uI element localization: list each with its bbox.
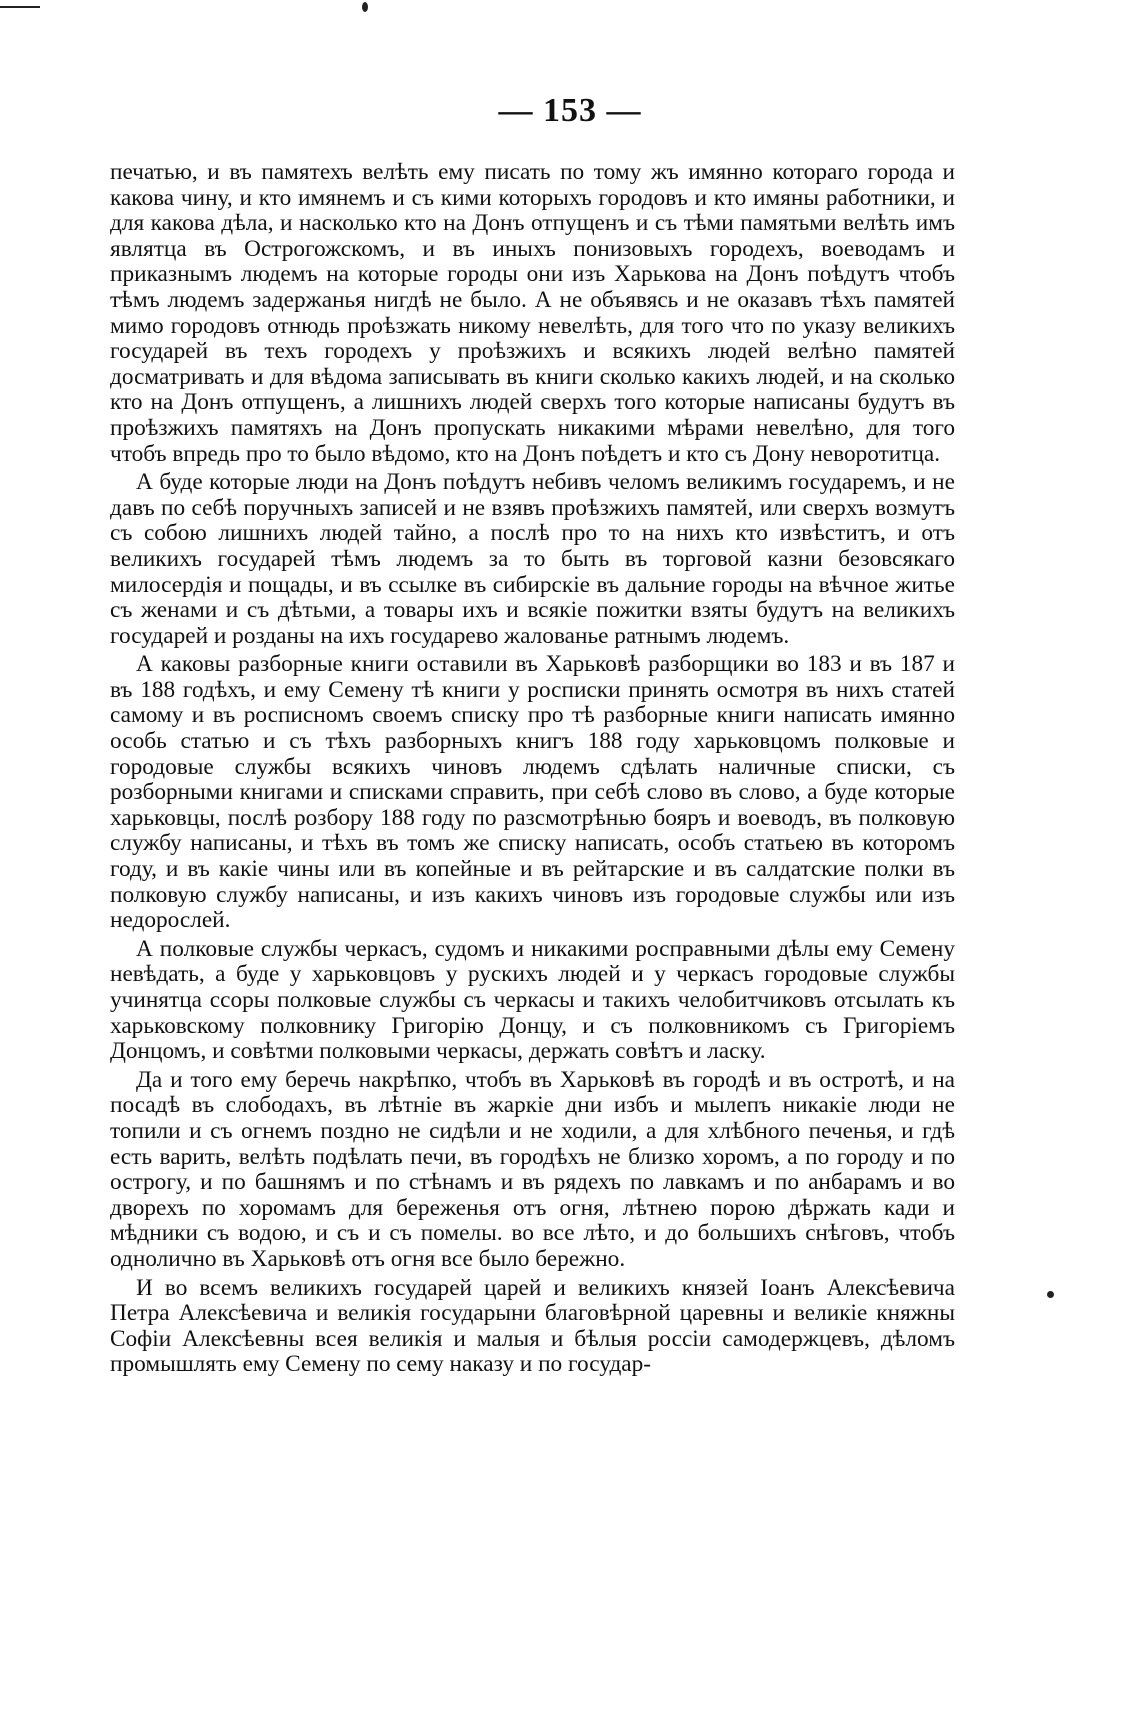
- paragraph-2: А буде которые люди на Донъ поѣдутъ небивъ челомъ великимъ государемъ, и не давъ по себѣ поручныхъ записей и не взявъ проѣзжихъ памятей, или сверхъ возмутъ съ собою лишнихъ людей тайно, а послѣ про то на нихъ кто извѣститъ, и отъ великихъ государей тѣмъ людемъ за то быть въ торговой казни безовсякаго милосердія и пощады, и въ ссылке въ сибирскіе въ дальние городы на вѣчное житье съ женами и съ дѣтьми, а товары ихъ и всякіе пожитки взяты будутъ на великихъ государей и розданы на ихъ государево жалованье ратнымъ людемъ.: [110, 469, 955, 649]
- margin-speck: [1047, 1291, 1054, 1298]
- corner-rule: [0, 6, 40, 8]
- body-text: [110, 160, 955, 1378]
- paragraph-1: печатью, и въ памятехъ велѣть ему писать по тому жъ имянно котораго города и какова чину, и кто имянемъ и съ кими которыхъ городовъ и кто имяны работники, и для какова дѣла, и насколько кто на Донъ отпущенъ и съ тѣми памятьми велѣть имъ являтца въ Острогожскомъ, и въ иныхъ понизовыхъ городехъ, воеводамъ и приказнымъ людемъ на которые городы они изъ Харькова на Донъ поѣдутъ чтобъ тѣмъ людемъ задержанья нигдѣ не было. А не объявясь и не оказавъ тѣхъ памятей мимо городовъ отнюдь проѣзжать никому невелѣть, для того что по указу великихъ государей въ техъ городехъ у проѣзжихъ и всякихъ людей велѣно памятей досматривать и для вѣдома записывать въ книги сколько какихъ людей, и на сколько кто на Донъ отпущенъ, а лишнихъ людей сверхъ того которые написаны будутъ въ проѣзжихъ памятяхъ на Донъ пропускать никакими мѣрами невелѣно, для того чтобъ впредь про то было вѣдомо, кто на Донъ поѣдетъ и кто съ Дону неворотитца.: [110, 159, 955, 467]
- ink-speck: [362, 2, 368, 12]
- paragraph-5: Да и того ему беречь накрѣпко, чтобъ въ Харьковѣ въ городѣ и въ остротѣ, и на посадѣ въ слободахъ, въ лѣтніе въ жаркіе дни избъ и мылепъ никакіе люди не топили и съ огнемъ поздно не сидѣли и не ходили, а для хлѣбного печенья, и гдѣ есть варить, велѣть подѣлать печи, въ городѣхъ не близко хоромъ, а по городу и по острогу, и по башнямъ и по стѣнамъ и въ рядехъ по лавкамъ и по анбарамъ и во дворехъ по хоромамъ для береженья отъ огня, лѣтнею порою дѣржать кади и мѣдники съ водою, и съ и съ помелы. во все лѣто, и до большихъ снѣговъ, чтобъ однолично въ Харьковѣ отъ огня все было бережно.: [110, 1066, 955, 1272]
- paragraph-3: А каковы разборные книги оставили въ Харьковѣ разборщики во 183 и въ 187 и въ 188 годѣхъ, и ему Семену тѣ книги у росписки принять осмотря въ нихъ статей самому и въ росписномъ своемъ списку про тѣ разборные книги написать имянно особь статью и съ тѣхъ разборныхъ книгъ 188 году харьковцомъ полковые и городовые службы всякихъ чиновъ людемъ сдѣлать наличные списки, съ розборными книгами и списками справить, при себѣ слово въ слово, а буде которые харьковцы, послѣ розбору 188 году по разсмотрѣнью бояръ и воеводъ, въ полковую службу написаны, и тѣхъ въ томъ же списку написать, особъ статьею въ которомъ году, и въ какіе чины или въ копейные и въ рейтарские и въ салдатские полки въ полковую службу написаны, и изъ какихъ чиновъ изъ городовые службы или изъ недорослей.: [110, 651, 955, 934]
- paragraph-4: А полковые службы черкасъ, судомъ и никакими росправными дѣлы ему Семену невѣдать, а буде у харьковцовъ у рускихъ людей и у черкасъ городовые службы учинятца ссоры полковые службы съ черкасы и такихъ челобитчиковъ отсылать къ харьковскому полковнику Григорію Донцу, и съ полковникомъ съ Григоріемъ Донцомъ, и совѣтми полковыми черкасы, держать совѣтъ и ласку.: [110, 935, 955, 1065]
- paragraph-6: И во всемъ великихъ государей царей и великихъ князей Іоанъ Алексѣевича Петра Алексѣевича и великія государыни благовѣрной царевны и великіе княжны Софіи Алексѣевны всея великія и малыя и бѣлыя россіи самодержцевъ, дѣломъ промышлять ему Семену по сему наказу и по государ-: [110, 1274, 955, 1378]
- page-number: — 153 —: [498, 92, 642, 129]
